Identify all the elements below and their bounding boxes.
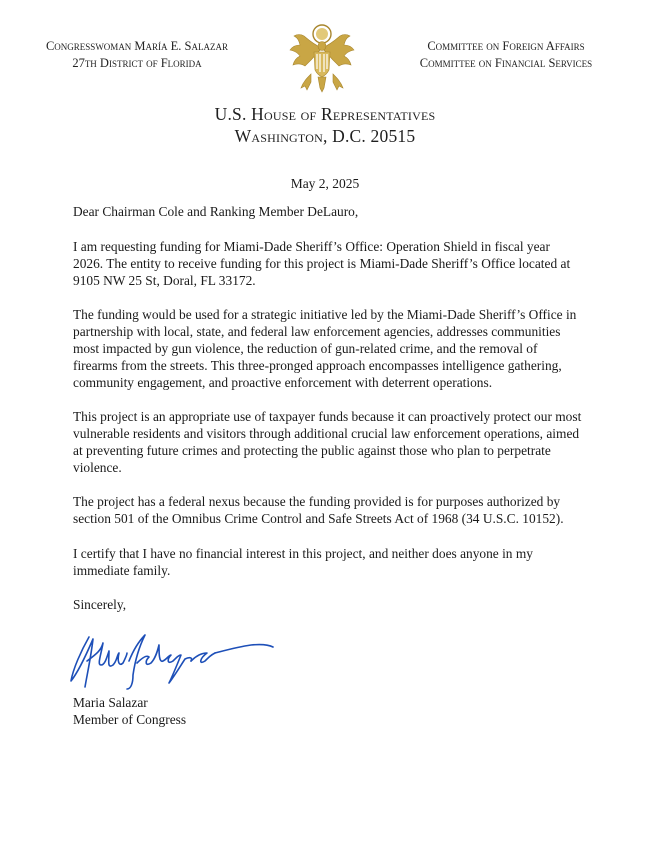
letter-body bbox=[73, 204, 583, 729]
member-district: 27th District of Florida bbox=[72, 56, 202, 70]
signer-title: Member of Congress bbox=[73, 712, 187, 728]
paragraph-request: I am requesting funding for Miami-Dade Sheriff’s Office: Operation Shield in fiscal year 2026. The entity to receive funding for this project is Miami-Dade Sheriff’s Office located at 9105 NW 25 St, Doral, FL 33172. bbox=[73, 238, 571, 288]
letterhead-committees bbox=[406, 38, 606, 72]
signer-name: Maria Salazar bbox=[73, 695, 148, 711]
house-city: Washington, D.C. 20515 bbox=[234, 126, 416, 146]
salutation: Dear Chairman Cole and Ranking Member DeLauro, bbox=[73, 204, 359, 219]
house-name: U.S. House of Representatives bbox=[214, 104, 436, 124]
house-address bbox=[0, 103, 650, 147]
paragraph-certification: I certify that I have no financial interest in this project, and neither does anyone in my immediate family. bbox=[73, 545, 533, 578]
paragraph-use-of-funds: The funding would be used for a strategic initiative led by the Miami-Dade Sheriff’s Office in partnership with local, state, and federal law enforcement agencies, addresses communities most impacted by gun violence, the reduction of gun-related crime, and the removal of firearms from the streets. This three-pronged approach encompasses intelligence gathering, community engagement, and proactive enforcement with deterrent operations. bbox=[73, 307, 577, 390]
paragraph-federal-nexus: The project has a federal nexus because the funding provided is for purposes authorized by section 501 of the Omnibus Crime Control and Safe Streets Act of 1968 (34 U.S.C. 10152). bbox=[73, 494, 564, 527]
closing: Sincerely, bbox=[73, 596, 127, 612]
signer-block bbox=[73, 695, 583, 729]
committee-foreign-affairs: Committee on Foreign Affairs bbox=[427, 39, 585, 53]
house-seal-icon bbox=[289, 22, 355, 94]
signature-image bbox=[67, 631, 277, 691]
letter-date: May 2, 2025 bbox=[290, 176, 360, 191]
committee-financial-services: Committee on Financial Services bbox=[419, 56, 593, 70]
member-name: Congresswoman María E. Salazar bbox=[45, 39, 229, 53]
paragraph-justification: This project is an appropriate use of taxpayer funds because it can proactively protect our most vulnerable residents and visitors through additional crucial law enforcement operations, aimed at preventing future crimes and protecting the public against those who plan to perpetrate violence. bbox=[73, 409, 582, 475]
letterhead-member bbox=[37, 38, 237, 72]
